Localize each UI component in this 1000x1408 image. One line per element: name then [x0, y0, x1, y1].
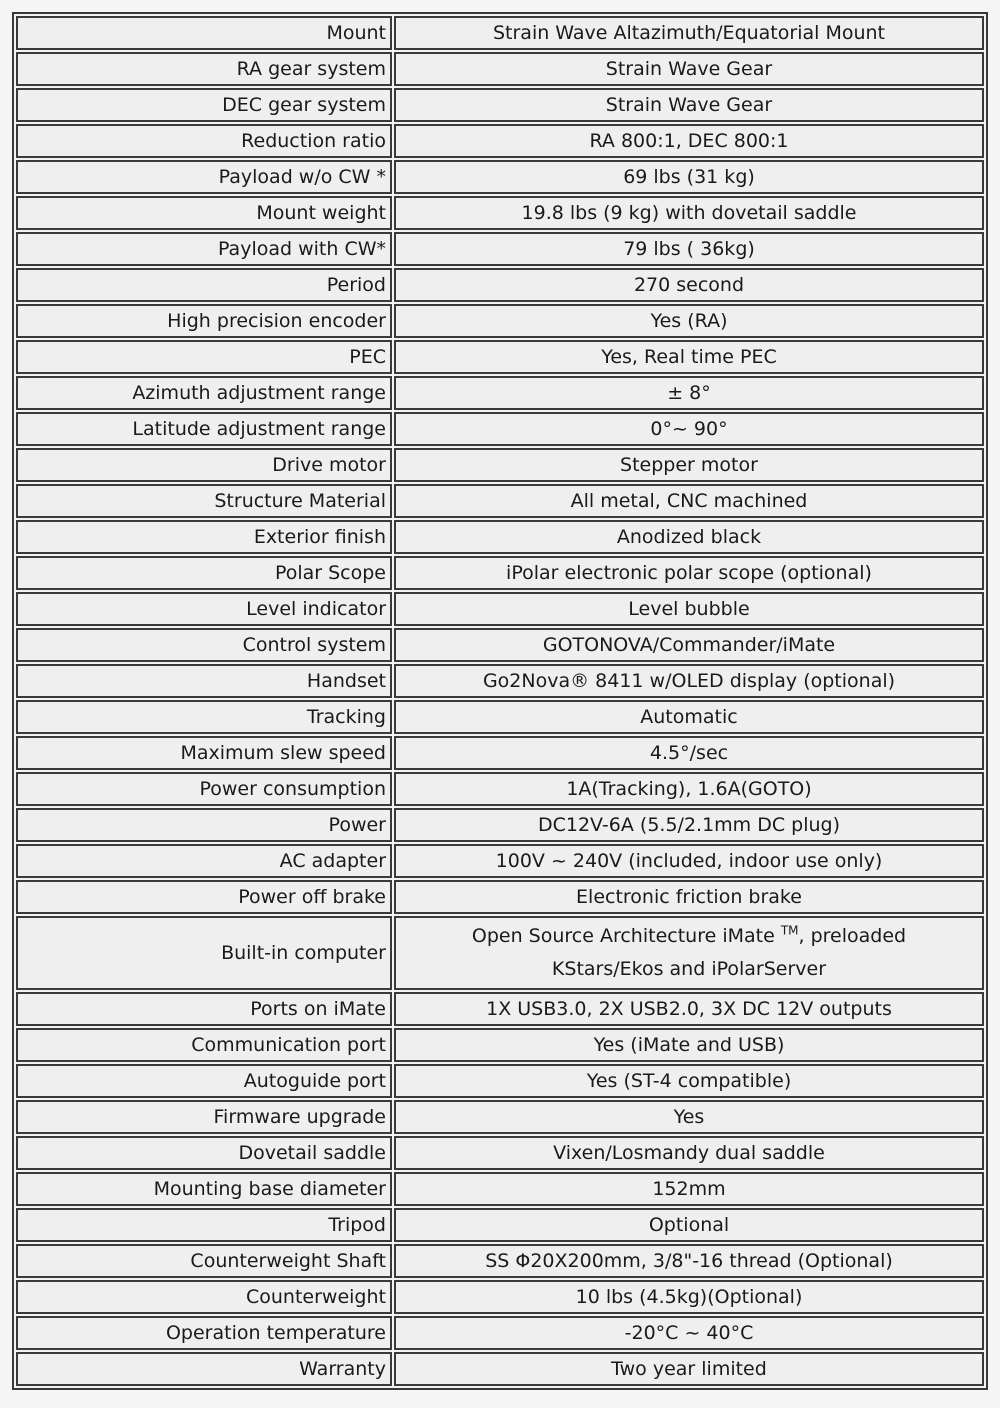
table-row: [16, 520, 984, 554]
spec-label: Tracking: [16, 700, 392, 734]
spec-value: Vixen/Losmandy dual saddle: [394, 1136, 984, 1170]
spec-value: GOTONOVA/Commander/iMate: [394, 628, 984, 662]
spec-value: [394, 916, 984, 990]
table-row: [16, 1208, 984, 1242]
spec-value: ± 8°: [394, 376, 984, 410]
spec-table-body: [16, 16, 984, 1386]
spec-value: Yes (iMate and USB): [394, 1028, 984, 1062]
spec-label: Built-in computer: [16, 916, 392, 990]
table-row: [16, 304, 984, 338]
spec-value: Yes, Real time PEC: [394, 340, 984, 374]
table-row: [16, 1244, 984, 1278]
spec-value: Automatic: [394, 700, 984, 734]
table-row: [16, 844, 984, 878]
spec-value: 1A(Tracking), 1.6A(GOTO): [394, 772, 984, 806]
spec-value: 270 second: [394, 268, 984, 302]
table-row: [16, 628, 984, 662]
spec-label: Level indicator: [16, 592, 392, 626]
spec-label: Power: [16, 808, 392, 842]
trademark-superscript: TM: [780, 923, 799, 938]
table-row: [16, 124, 984, 158]
spec-value: 4.5°/sec: [394, 736, 984, 770]
spec-value: 69 lbs (31 kg): [394, 160, 984, 194]
spec-value: Electronic friction brake: [394, 880, 984, 914]
spec-value-line2: KStars/Ekos and iPolarServer: [551, 958, 827, 980]
spec-label: Operation temperature: [16, 1316, 392, 1350]
table-row: [16, 772, 984, 806]
spec-label: Autoguide port: [16, 1064, 392, 1098]
spec-label: Tripod: [16, 1208, 392, 1242]
table-row: [16, 88, 984, 122]
spec-label: Exterior finish: [16, 520, 392, 554]
table-row-built-in-computer: [16, 916, 984, 990]
spec-value: 0°~ 90°: [394, 412, 984, 446]
spec-label: Ports on iMate: [16, 992, 392, 1026]
spec-label: DEC gear system: [16, 88, 392, 122]
table-row: [16, 1100, 984, 1134]
spec-value: 19.8 lbs (9 kg) with dovetail saddle: [394, 196, 984, 230]
table-row: [16, 412, 984, 446]
spec-label: Payload w/o CW *: [16, 160, 392, 194]
table-row: [16, 592, 984, 626]
spec-label: Mounting base diameter: [16, 1172, 392, 1206]
spec-value: 152mm: [394, 1172, 984, 1206]
table-row: [16, 1316, 984, 1350]
spec-label: Azimuth adjustment range: [16, 376, 392, 410]
spec-value-line1-pre: Open Source Architecture iMate: [471, 925, 781, 947]
table-row: [16, 16, 984, 50]
spec-value: SS Φ20X200mm, 3/8"-16 thread (Optional): [394, 1244, 984, 1278]
spec-label: Payload with CW*: [16, 232, 392, 266]
table-row: [16, 52, 984, 86]
table-row: [16, 880, 984, 914]
spec-value: RA 800:1, DEC 800:1: [394, 124, 984, 158]
spec-label: Power consumption: [16, 772, 392, 806]
spec-label: Firmware upgrade: [16, 1100, 392, 1134]
table-row: [16, 376, 984, 410]
spec-value: Go2Nova® 8411 w/OLED display (optional): [394, 664, 984, 698]
spec-label: Period: [16, 268, 392, 302]
table-row: [16, 232, 984, 266]
table-row: [16, 1064, 984, 1098]
spec-label: Maximum slew speed: [16, 736, 392, 770]
spec-label: Structure Material: [16, 484, 392, 518]
spec-label: Dovetail saddle: [16, 1136, 392, 1170]
spec-value: Level bubble: [394, 592, 984, 626]
spec-label: Mount: [16, 16, 392, 50]
spec-value: Strain Wave Altazimuth/Equatorial Mount: [394, 16, 984, 50]
spec-value: 79 lbs ( 36kg): [394, 232, 984, 266]
spec-value: iPolar electronic polar scope (optional): [394, 556, 984, 590]
spec-value: Yes (ST-4 compatible): [394, 1064, 984, 1098]
spec-label: Communication port: [16, 1028, 392, 1062]
spec-value: Strain Wave Gear: [394, 52, 984, 86]
table-row: [16, 664, 984, 698]
spec-value: Yes (RA): [394, 304, 984, 338]
spec-value: -20°C ~ 40°C: [394, 1316, 984, 1350]
spec-label: Reduction ratio: [16, 124, 392, 158]
spec-label: Polar Scope: [16, 556, 392, 590]
spec-value: Stepper motor: [394, 448, 984, 482]
spec-label: Power off brake: [16, 880, 392, 914]
table-row: [16, 1136, 984, 1170]
table-row: [16, 196, 984, 230]
table-row: [16, 1028, 984, 1062]
spec-value: Two year limited: [394, 1352, 984, 1386]
spec-value: Optional: [394, 1208, 984, 1242]
spec-value: 1X USB3.0, 2X USB2.0, 3X DC 12V outputs: [394, 992, 984, 1026]
table-row: [16, 556, 984, 590]
spec-value: All metal, CNC machined: [394, 484, 984, 518]
spec-label: High precision encoder: [16, 304, 392, 338]
spec-label: Latitude adjustment range: [16, 412, 392, 446]
table-row: [16, 340, 984, 374]
table-row: [16, 808, 984, 842]
spec-value-line1: [402, 920, 976, 953]
table-row: [16, 268, 984, 302]
table-row: [16, 736, 984, 770]
spec-label: Warranty: [16, 1352, 392, 1386]
spec-label: Counterweight Shaft: [16, 1244, 392, 1278]
spec-label: Control system: [16, 628, 392, 662]
table-row: [16, 1352, 984, 1386]
spec-value: 10 lbs (4.5kg)(Optional): [394, 1280, 984, 1314]
spec-value: Yes: [394, 1100, 984, 1134]
table-row: [16, 1172, 984, 1206]
spec-label: Handset: [16, 664, 392, 698]
spec-label: Counterweight: [16, 1280, 392, 1314]
spec-label: Mount weight: [16, 196, 392, 230]
spec-value: Strain Wave Gear: [394, 88, 984, 122]
spec-value: DC12V-6A (5.5/2.1mm DC plug): [394, 808, 984, 842]
table-row: [16, 160, 984, 194]
spec-value: 100V ~ 240V (included, indoor use only): [394, 844, 984, 878]
spec-table: [12, 12, 988, 1390]
spec-label: Drive motor: [16, 448, 392, 482]
spec-label: AC adapter: [16, 844, 392, 878]
spec-value-line1-post: , preloaded: [798, 925, 907, 947]
table-row: [16, 448, 984, 482]
table-row: [16, 992, 984, 1026]
spec-label: PEC: [16, 340, 392, 374]
spec-value: Anodized black: [394, 520, 984, 554]
spec-label: RA gear system: [16, 52, 392, 86]
table-row: [16, 484, 984, 518]
table-row: [16, 1280, 984, 1314]
table-row: [16, 700, 984, 734]
